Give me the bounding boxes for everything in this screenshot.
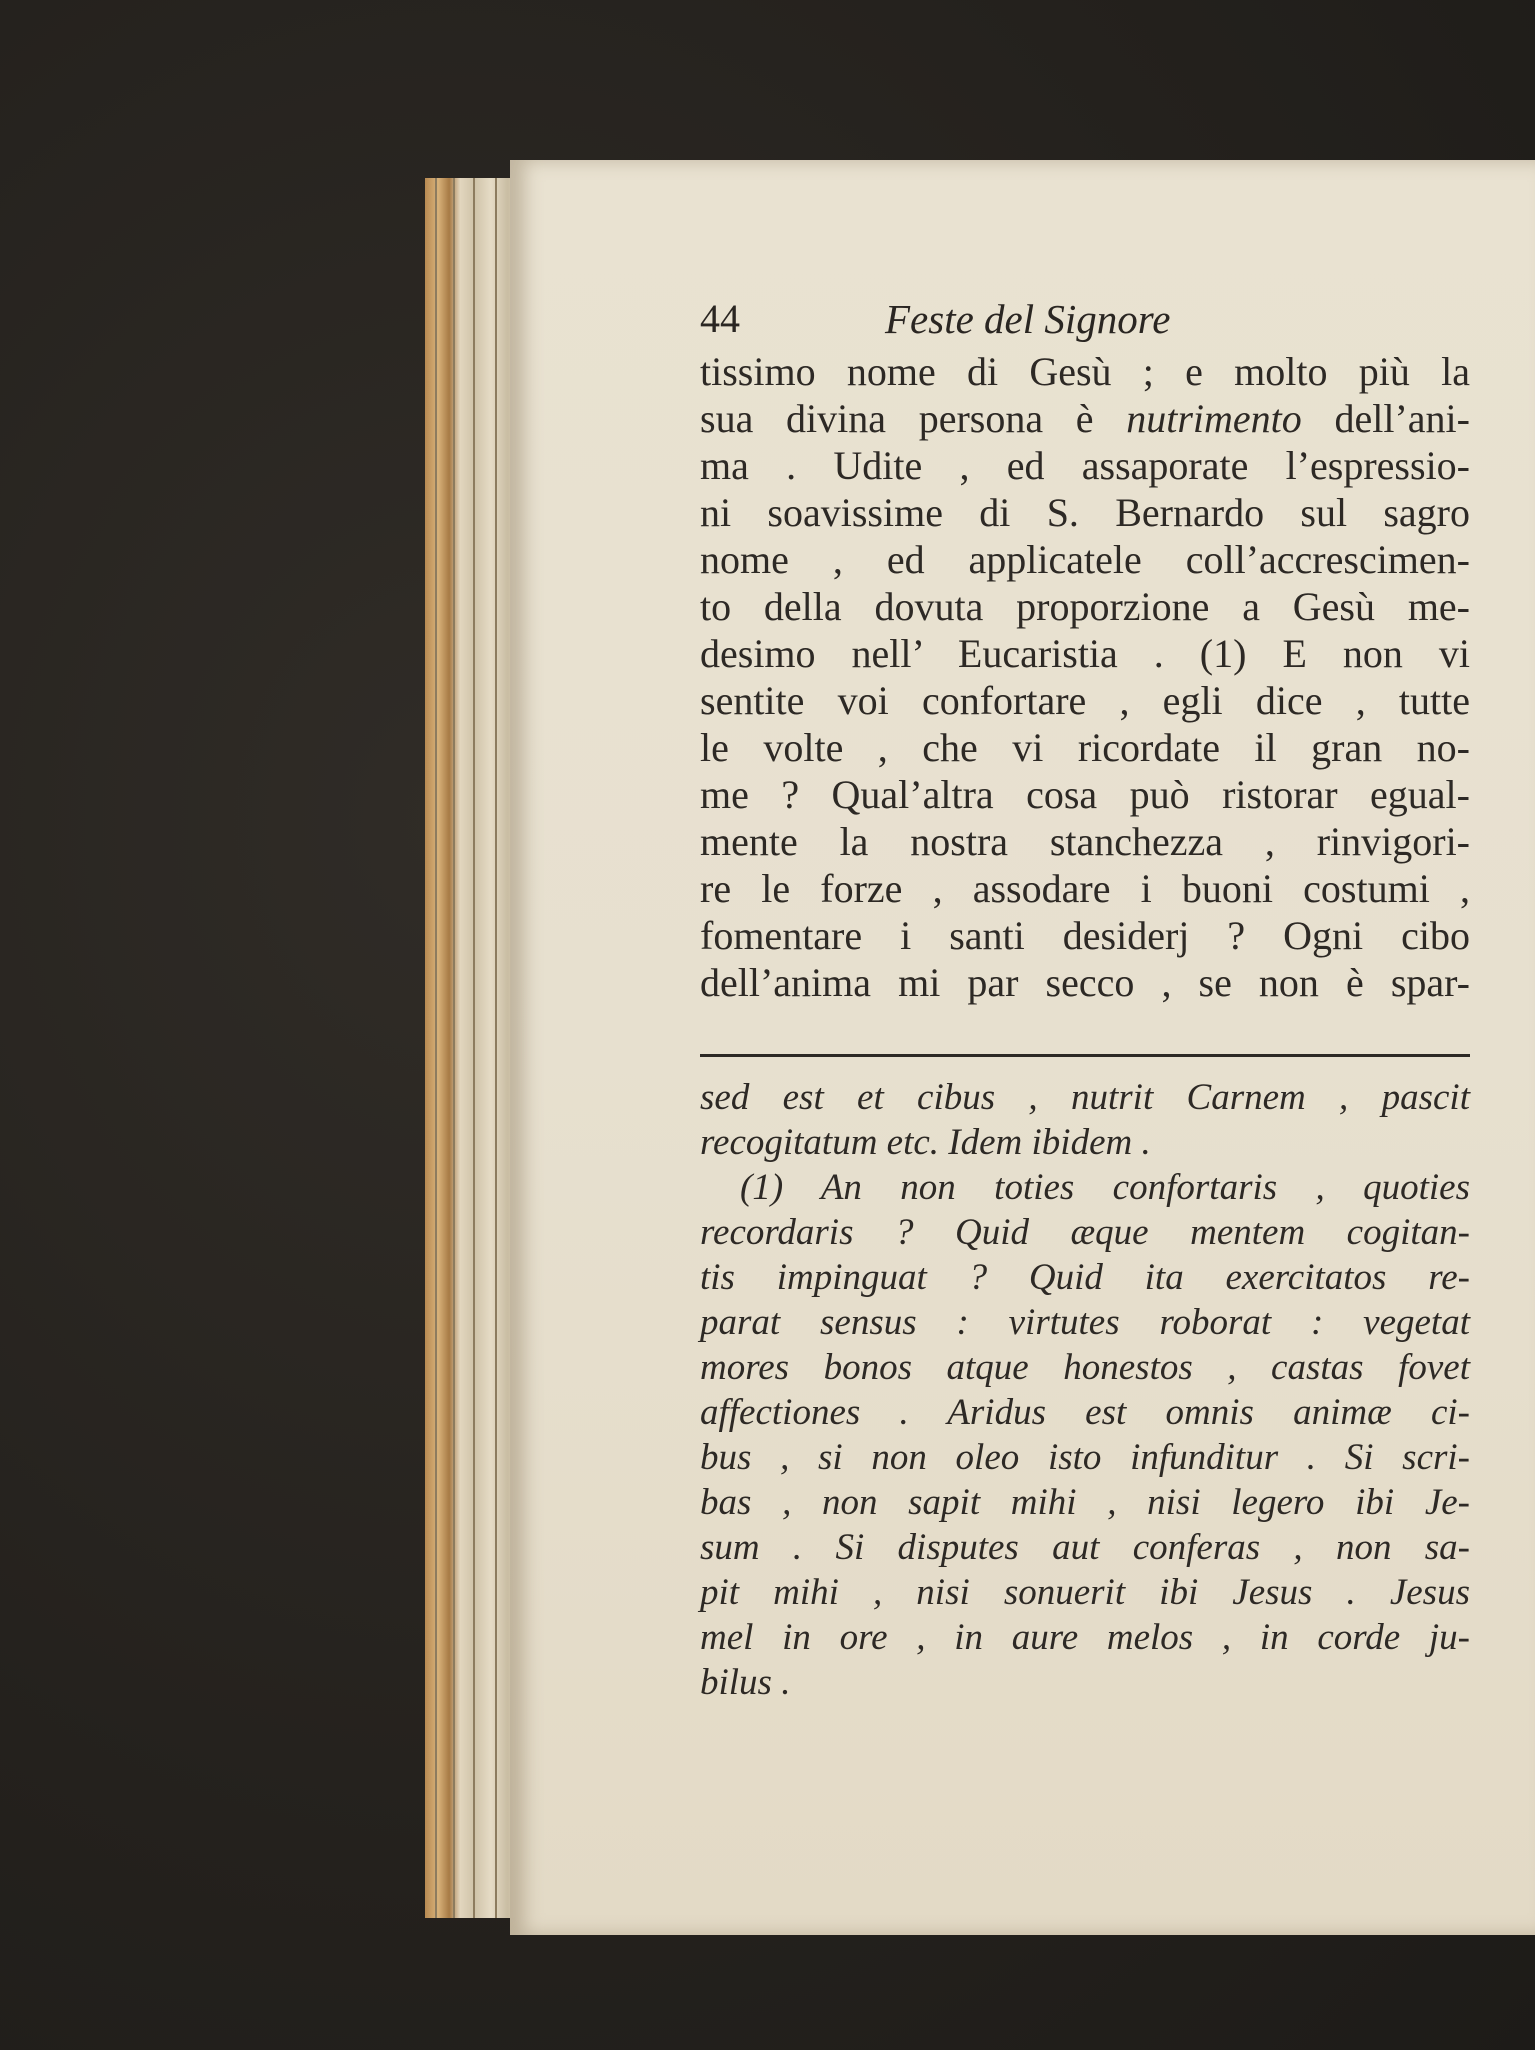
- footnotes: [700, 1075, 1470, 1705]
- emphasis-word: nutrimento: [1126, 396, 1302, 441]
- body-line: sua divina persona è nutrimento dell’ani-: [700, 396, 1470, 441]
- footnote-line: bas , non sapit mihi , nisi legero ibi Je-: [700, 1482, 1470, 1523]
- body-line: dell’anima mi par secco , se non è spar-: [700, 960, 1470, 1005]
- page-edge-line: [435, 178, 437, 1918]
- footnote-line: bus , si non oleo isto infunditur . Si scri-: [700, 1437, 1470, 1478]
- footnote-line: mores bonos atque honestos , castas fovet: [700, 1347, 1470, 1388]
- body-line: me ? Qual’altra cosa può ristorar egual-: [700, 772, 1470, 817]
- body-line: desimo nell’ Eucaristia . (1) E non vi: [700, 631, 1470, 676]
- footnote-line: sum . Si disputes aut conferas , non sa-: [700, 1527, 1470, 1568]
- footnote-line: pit mihi , nisi sonuerit ibi Jesus . Jesus: [700, 1572, 1470, 1613]
- footnote-line: bilus .: [700, 1662, 791, 1703]
- footnote-line: sed est et cibus , nutrit Carnem , pascit: [700, 1077, 1470, 1118]
- body-line: mente la nostra stanchezza , rinvigori-: [700, 819, 1470, 864]
- running-title: Feste del Signore: [885, 296, 1171, 342]
- body-line: le volte , che vi ricordate il gran no-: [700, 725, 1470, 770]
- footnote-line: (1) An non toties confortaris , quoties: [740, 1167, 1470, 1208]
- body-text: [700, 348, 1470, 1006]
- page-header: [700, 295, 1500, 345]
- page-edge-line: [453, 178, 455, 1918]
- footnote-line: affectiones . Aridus est omnis animæ ci-: [700, 1392, 1470, 1433]
- footnote-line: recogitatum etc. Idem ibidem .: [700, 1122, 1151, 1163]
- page-edge-line: [473, 178, 475, 1918]
- footnote-line: parat sensus : virtutes roborat : vegetat: [700, 1302, 1470, 1343]
- page-edge-line: [495, 178, 497, 1918]
- body-line: fomentare i santi desiderj ? Ogni cibo: [700, 913, 1470, 958]
- body-line: tissimo nome di Gesù ; e molto più la: [700, 349, 1470, 394]
- body-line: to della dovuta proporzione a Gesù me-: [700, 584, 1470, 629]
- footnote-line: recordaris ? Quid æque mentem cogitan-: [700, 1212, 1470, 1253]
- body-line: ni soavissime di S. Bernardo sul sagro: [700, 490, 1470, 535]
- footnote-line: tis impinguat ? Quid ita exercitatos re-: [700, 1257, 1470, 1298]
- footnote-line: mel in ore , in aure melos , in corde ju-: [700, 1617, 1470, 1658]
- body-line: nome , ed applicatele coll’accrescimen-: [700, 537, 1470, 582]
- body-line: sentite voi confortare , egli dice , tutte: [700, 678, 1470, 723]
- body-line: ma . Udite , ed assaporate l’espressio-: [700, 443, 1470, 488]
- page-number: 44: [700, 296, 740, 341]
- body-line: re le forze , assodare i buoni costumi ,: [700, 866, 1470, 911]
- footnote-divider: [700, 1054, 1470, 1057]
